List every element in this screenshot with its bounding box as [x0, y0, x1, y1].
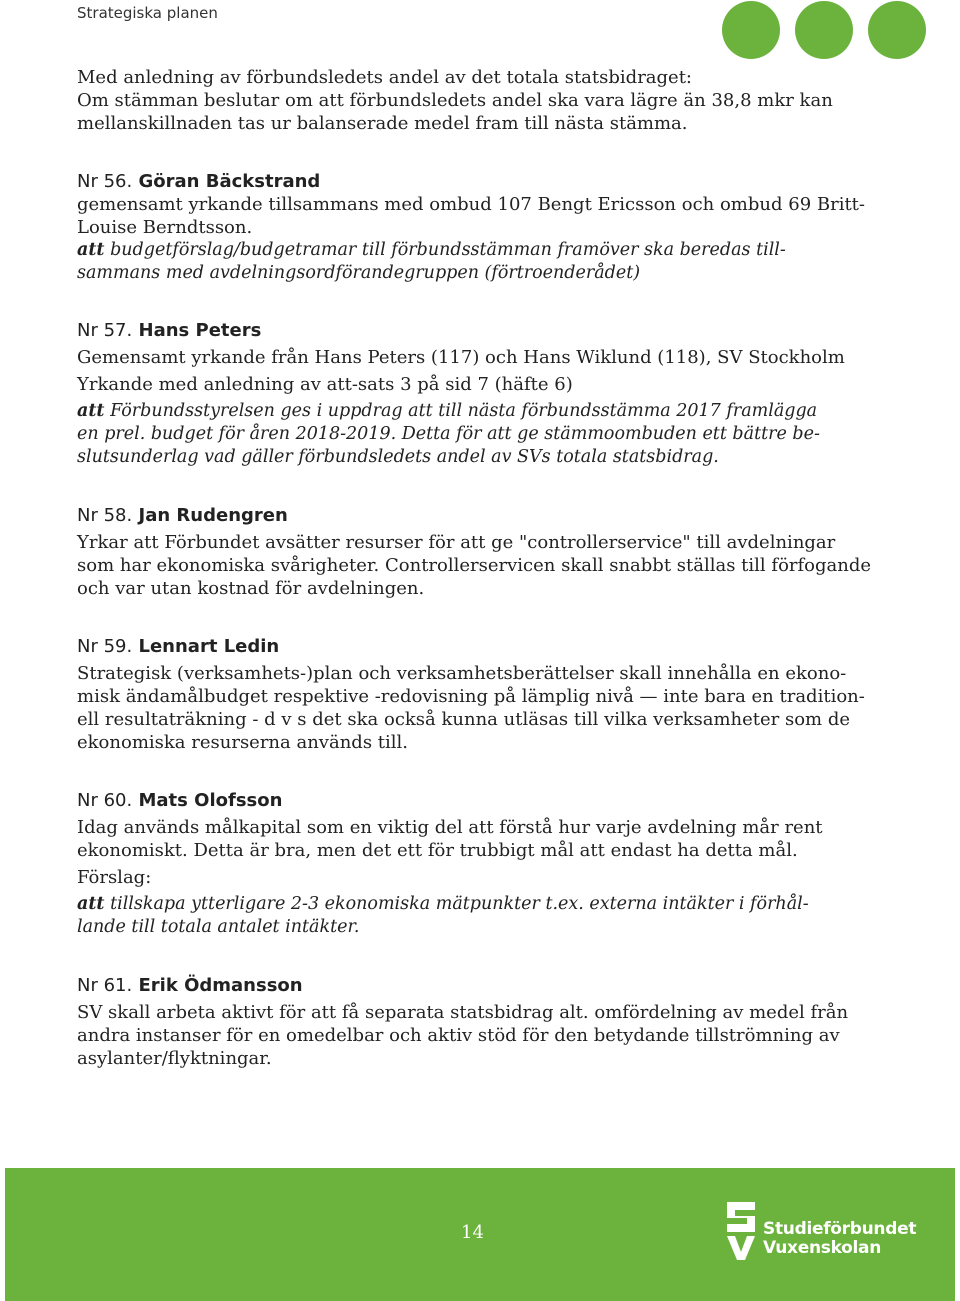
att-keyword: att — [77, 894, 105, 914]
document-body — [77, 66, 872, 1070]
motion-57 — [77, 319, 847, 469]
text-line: ekonomiskt. Detta är bra, men det ett för trubbigt mål att endast ha detta mål. — [77, 840, 798, 861]
att-line: slutsunderlag vad gäller förbundsledets andel av SVs totala statsbidrag. — [77, 447, 719, 467]
text-line: Strategisk (verksamhets-)plan och verksamhetsberättelser skall innehålla en ekono- — [77, 663, 847, 684]
text-line: Om stämman beslutar om att förbundsledets andel ska vara lägre än 38,8 mkr kan — [77, 90, 833, 111]
text-line: andra instanser för en omedelbar och aktiv stöd för den betydande tillströmning av — [77, 1025, 840, 1046]
motion-author: Göran Bäckstrand — [138, 171, 321, 192]
text-line: Yrkar att Förbundet avsätter resurser för att ge "controllerservice" till avdelningar — [77, 532, 836, 553]
motion-author: Lennart Ledin — [138, 636, 280, 657]
att-line: en prel. budget för åren 2018-2019. Detta för att ge stämmoombuden ett bättre be- — [77, 424, 820, 444]
text-line: mellanskillnaden tas ur balanserade medel fram till nästa stämma. — [77, 113, 688, 134]
text-line: Louise Berndtsson. — [77, 217, 253, 238]
text-line: Gemensamt yrkande från Hans Peters (117) och Hans Wiklund (118), SV Stockholm — [77, 347, 845, 368]
att-line — [77, 893, 847, 916]
logo-line-2: Vuxenskolan — [763, 1238, 881, 1258]
text-line: Idag används målkapital som en viktig del att förstå hur varje avdelning mår rent — [77, 817, 823, 838]
intro-paragraph — [77, 66, 847, 135]
motion-heading — [77, 635, 847, 658]
text-line: ell resultaträkning - d v s det ska också kunna utläsas till vilka verksamheter som de — [77, 709, 851, 730]
text-line: ekonomiska resurserna används till. — [77, 732, 409, 753]
motion-59 — [77, 635, 865, 754]
page-footer — [5, 1168, 955, 1301]
motion-number: Nr 61. — [77, 975, 133, 996]
motion-number: Nr 56. — [77, 171, 133, 192]
motion-number: Nr 58. — [77, 505, 133, 526]
motion-number: Nr 60. — [77, 790, 133, 811]
motion-heading — [77, 504, 847, 527]
motion-author: Erik Ödmansson — [138, 975, 303, 996]
att-line: lande till totala antalet intäkter. — [77, 917, 360, 937]
motion-heading — [77, 319, 847, 342]
motion-61 — [77, 974, 847, 1070]
motion-number: Nr 57. — [77, 320, 133, 341]
motion-58 — [77, 504, 872, 600]
att-line: sammans med avdelningsordförandegruppen (förtroenderådet) — [77, 263, 641, 283]
motion-heading — [77, 170, 847, 193]
green-dot-icon — [795, 1, 853, 59]
vuxenskolan-logo — [723, 1198, 933, 1268]
text-line: gemensamt yrkande tillsammans med ombud 107 Bengt Ericsson och ombud 69 Britt- — [77, 194, 866, 215]
motion-author: Hans Peters — [138, 320, 262, 341]
text-line: Yrkande med anledning av att-sats 3 på sid 7 (häfte 6) — [77, 374, 573, 395]
att-line — [77, 239, 847, 262]
sv-logo-icon — [723, 1198, 759, 1264]
green-dot-icon — [868, 1, 926, 59]
text-line: asylanter/flyktningar. — [77, 1048, 272, 1069]
att-text: Förbundsstyrelsen ges i uppdrag att till nästa förbundsstämma 2017 framlägga — [104, 401, 818, 421]
page-header-title: Strategiska planen — [77, 4, 218, 22]
att-keyword: att — [77, 401, 105, 421]
text-line: Med anledning av förbundsledets andel av det totala statsbidraget: — [77, 67, 692, 88]
att-text: budgetförslag/budgetramar till förbundsstämman framöver ska beredas till- — [104, 240, 786, 260]
text-line: som har ekonomiska svårigheter. Controllerservicen skall snabbt ställas till förfogande — [77, 555, 872, 576]
motion-heading — [77, 789, 847, 812]
text-line: och var utan kostnad för avdelningen. — [77, 578, 425, 599]
logo-line-1: Studieförbundet — [763, 1219, 917, 1239]
motion-heading — [77, 974, 847, 997]
motion-60 — [77, 789, 847, 939]
logo-text — [763, 1220, 916, 1258]
motion-56 — [77, 170, 866, 285]
motion-author: Mats Olofsson — [138, 790, 283, 811]
motion-number: Nr 59. — [77, 636, 133, 657]
att-keyword: att — [77, 240, 105, 260]
motion-author: Jan Rudengren — [138, 505, 288, 526]
text-line: misk ändamålbudget respektive -redovisning på lämplig nivå — inte bara en tradition- — [77, 686, 865, 707]
green-dot-icon — [722, 1, 780, 59]
att-line — [77, 400, 847, 423]
text-line: Förslag: — [77, 867, 152, 888]
text-line: SV skall arbeta aktivt för att få separata statsbidrag alt. omfördelning av medel från — [77, 1002, 849, 1023]
att-text: tillskapa ytterligare 2-3 ekonomiska mätpunkter t.ex. externa intäkter i förhål- — [104, 894, 809, 914]
page-number: 14 — [461, 1222, 484, 1243]
